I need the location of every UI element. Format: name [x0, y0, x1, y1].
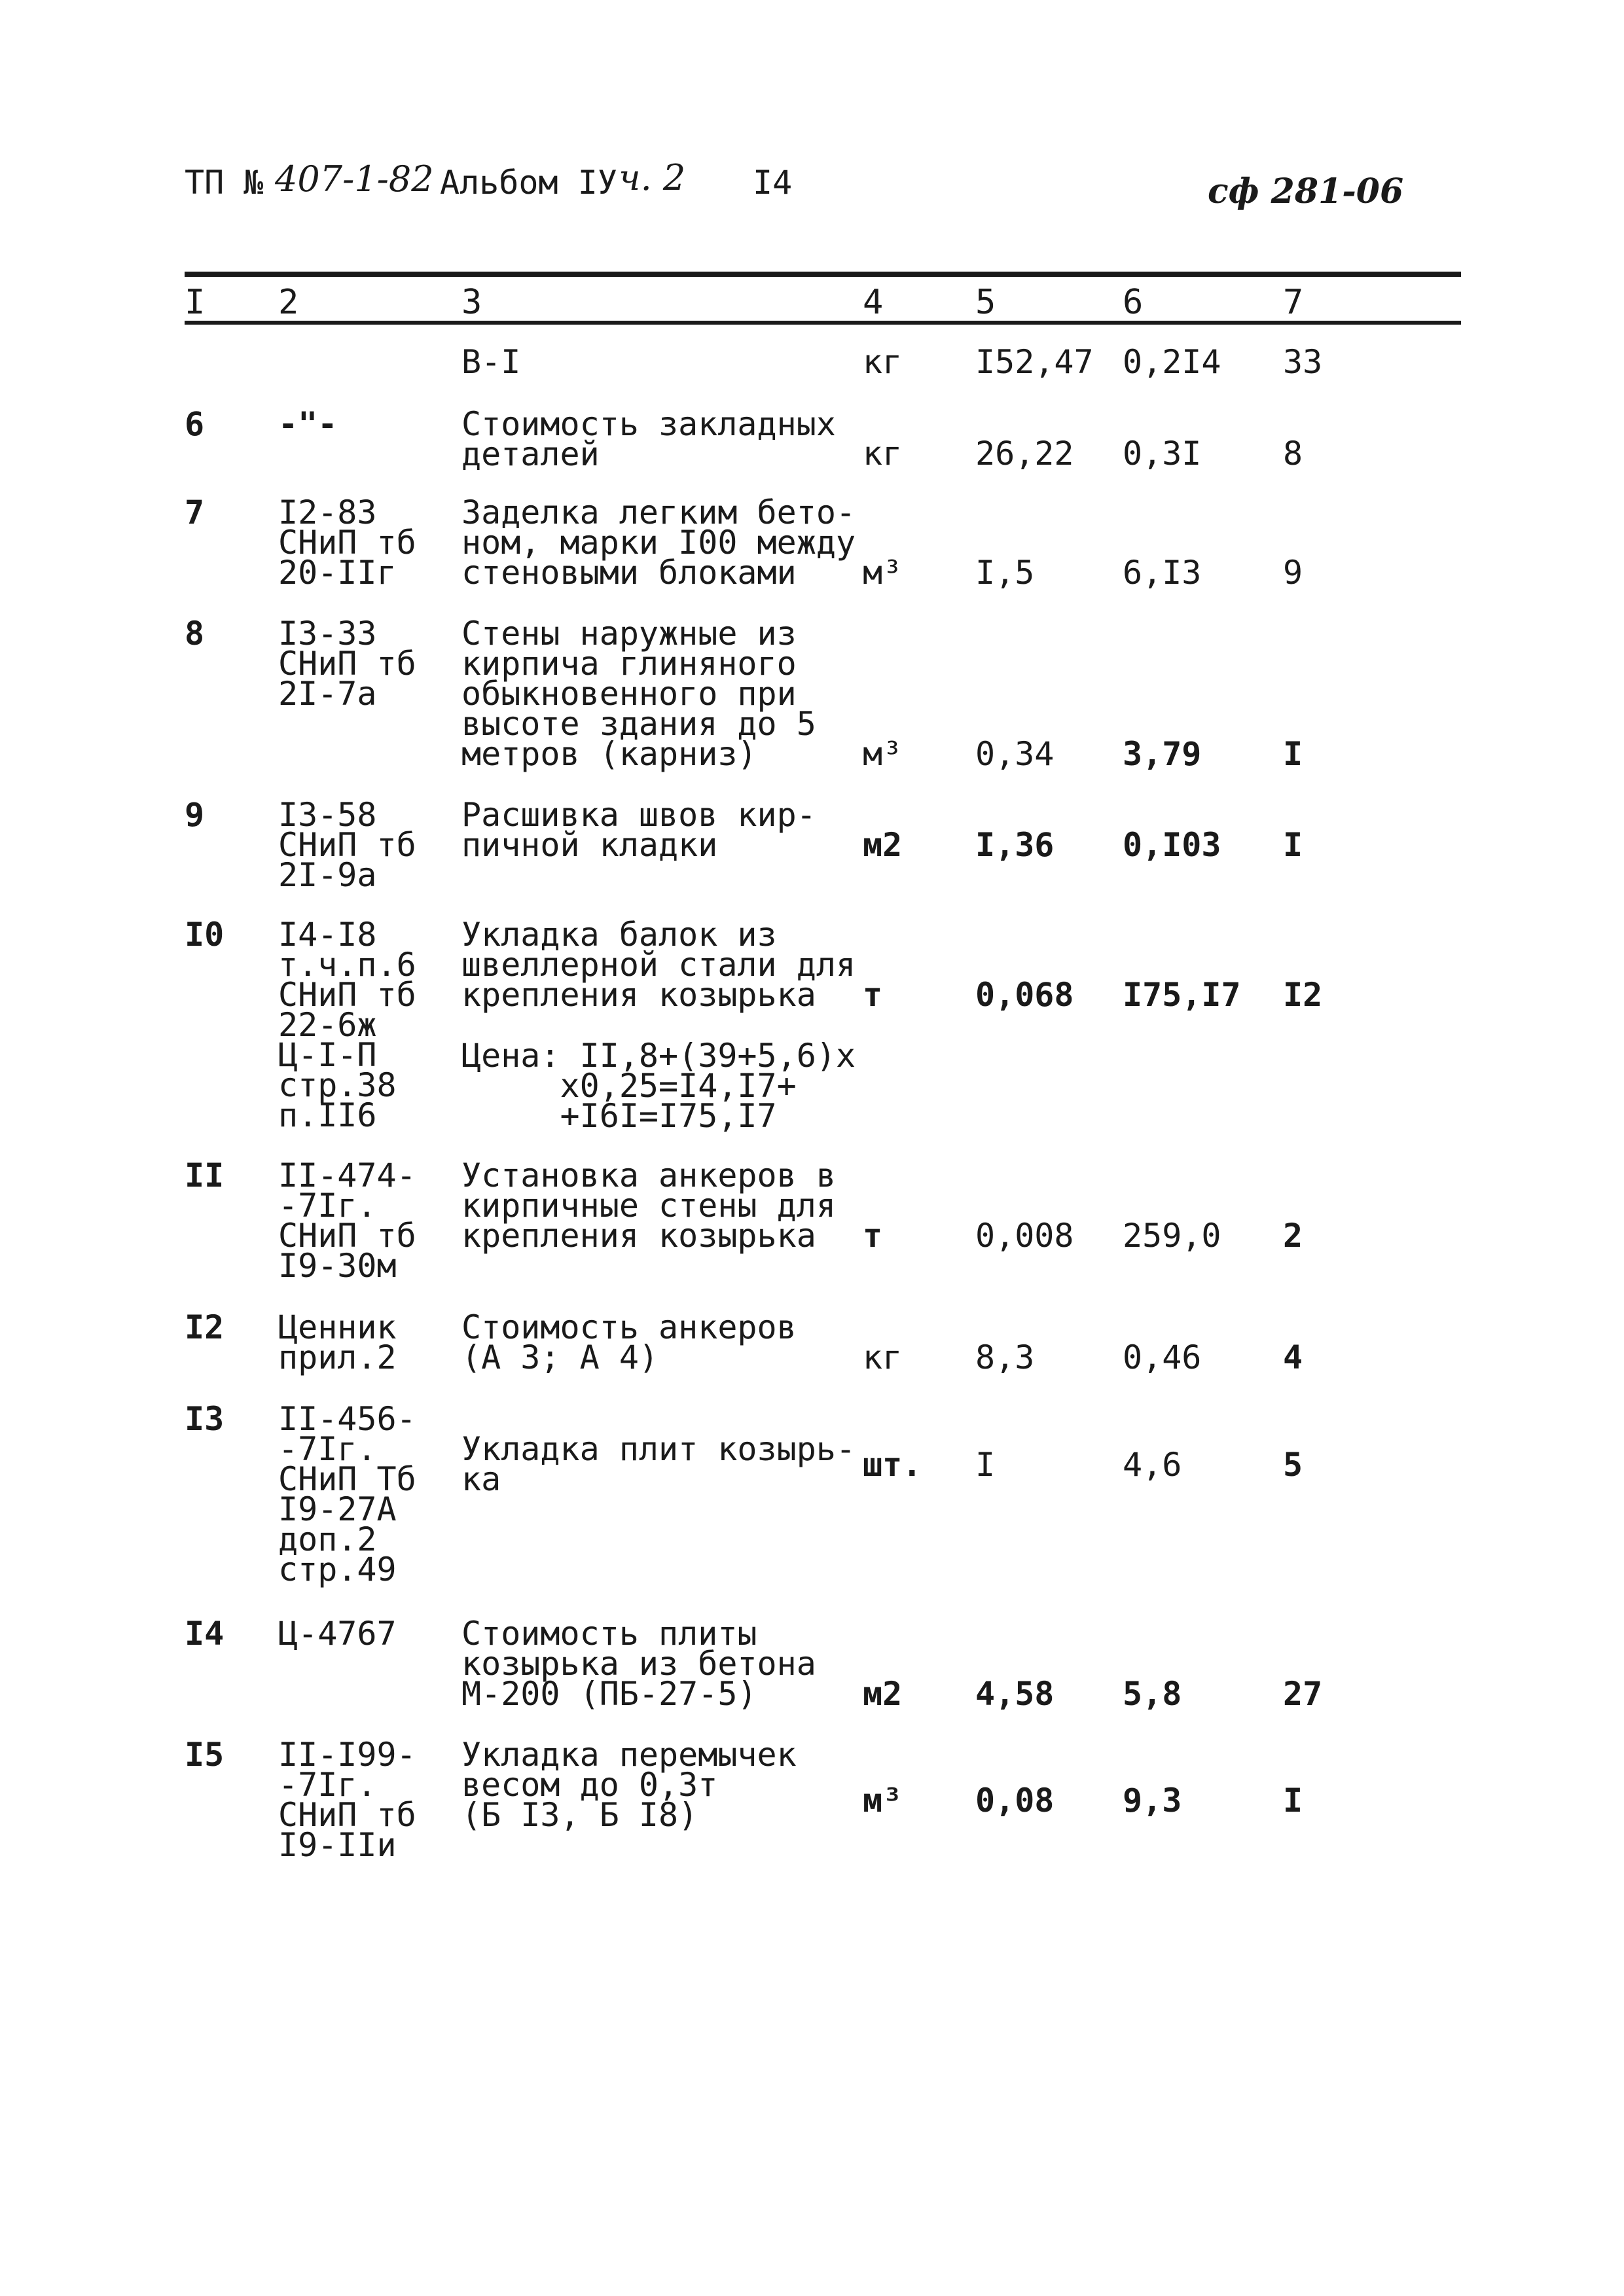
item-number: I5 [185, 1736, 225, 1774]
item-number: 9 [185, 796, 205, 834]
document-code: сф 281-06 [1208, 171, 1404, 211]
work-name: Стоимость плиты козырька из бетона М-200 (ПБ-27-5) [461, 1615, 816, 1713]
norm-reference: II-474- -7Iг. СНиП тб I9-30м [278, 1157, 416, 1285]
item-number: 7 [185, 493, 205, 531]
unit: т [863, 1217, 883, 1255]
header-rule [185, 321, 1461, 325]
item-number: II [185, 1157, 225, 1194]
top-rule [185, 272, 1461, 277]
work-name: Укладка перемычек весом до 0,3т (Б I3, Б I8) [461, 1736, 797, 1834]
item-number: 6 [185, 405, 205, 443]
norm-reference: I3-58 СНиП тб 2I-9а [278, 796, 416, 894]
column-number-6: 6 [1123, 283, 1144, 322]
quantity: I,36 [975, 826, 1055, 864]
quantity: 0,34 [975, 735, 1055, 773]
total: 5 [1283, 1446, 1303, 1484]
total: 33 [1283, 343, 1323, 381]
unit-price: 9,3 [1123, 1782, 1182, 1820]
quantity: 0,068 [975, 976, 1074, 1014]
norm-reference: II-I99- -7Iг. СНиП тб I9-IIи [278, 1736, 416, 1864]
norm-reference: Ценник прил.2 [278, 1308, 397, 1376]
norm-reference: II-456- -7Iг. СНиП Тб I9-27А доп.2 стр.49 [278, 1400, 416, 1588]
quantity: I,5 [975, 554, 1035, 592]
total: 4 [1283, 1338, 1303, 1376]
quantity: 8,3 [975, 1338, 1035, 1376]
total: I [1283, 826, 1303, 864]
column-number-2: 2 [278, 283, 299, 322]
unit: м2 [863, 1675, 903, 1713]
total: I2 [1283, 976, 1323, 1014]
total: 8 [1283, 435, 1303, 473]
unit-price: 4,6 [1123, 1446, 1182, 1484]
unit-price: 6,I3 [1123, 554, 1202, 592]
unit: кг [863, 343, 903, 381]
unit-price: 3,79 [1123, 735, 1202, 773]
item-number: I2 [185, 1308, 225, 1346]
column-number-1: I [185, 283, 206, 322]
work-name: Стоимость закладных деталей [461, 405, 836, 473]
work-name: Установка анкеров в кирпичные стены для крепления козырька [461, 1157, 836, 1255]
column-number-5: 5 [975, 283, 996, 322]
unit: м2 [863, 826, 903, 864]
quantity: 0,08 [975, 1782, 1055, 1820]
project-number: 407-1-82 [275, 158, 434, 200]
item-number: 8 [185, 615, 205, 653]
work-name: Укладка балок из швеллерной стали для крепления козырька [461, 916, 856, 1014]
quantity: I [975, 1446, 996, 1484]
total: I [1283, 735, 1303, 773]
total: 2 [1283, 1217, 1303, 1255]
unit: кг [863, 435, 903, 473]
item-number: I4 [185, 1615, 225, 1653]
quantity: 4,58 [975, 1675, 1055, 1713]
norm-reference: I3-33 СНиП тб 2I-7а [278, 615, 416, 713]
norm-reference: -"- [278, 405, 338, 443]
norm-reference: Ц-4767 [278, 1615, 397, 1653]
total: 9 [1283, 554, 1303, 592]
work-name: Расшивка швов кир- пичной кладки [461, 796, 816, 864]
unit-price: 259,0 [1123, 1217, 1221, 1255]
work-name: В-I [461, 343, 521, 381]
unit: т [863, 976, 883, 1014]
part-label: ч. 2 [619, 157, 686, 198]
unit-price: 0,46 [1123, 1338, 1202, 1376]
unit: м³ [863, 554, 903, 592]
work-name: Заделка легким бето- ном, марки I00 между стеновыми блоками [461, 493, 856, 592]
column-number-3: 3 [461, 283, 482, 322]
column-number-4: 4 [863, 283, 884, 322]
unit-price: 5,8 [1123, 1675, 1182, 1713]
work-name: Укладка плит козырь- ка [461, 1430, 856, 1498]
unit: кг [863, 1338, 903, 1376]
work-name: Стены наружные из кирпича глиняного обыкновенного при высоте здания до 5 метров (карниз) [461, 615, 816, 773]
norm-reference: I4-I8 т.ч.п.6 СНиП тб 22-6ж Ц-I-П стр.38 п.II6 [278, 916, 416, 1134]
album-label: Альбом IУ [440, 164, 617, 202]
unit: м³ [863, 735, 903, 773]
price-calculation-note: Цена: II,8+(39+5,6)х х0,25=I4,I7+ +I6I=I75,I7 [461, 1037, 856, 1135]
unit: м³ [863, 1782, 903, 1820]
unit-price: 0,3I [1123, 435, 1202, 473]
total: 27 [1283, 1675, 1323, 1713]
column-number-7: 7 [1283, 283, 1304, 322]
work-name: Стоимость анкеров (А 3; А 4) [461, 1308, 797, 1376]
page-number: I4 [753, 164, 793, 202]
norm-reference: I2-83 СНиП тб 20-IIг [278, 493, 416, 592]
quantity: 26,22 [975, 435, 1074, 473]
quantity: 0,008 [975, 1217, 1074, 1255]
unit-price: 0,I03 [1123, 826, 1221, 864]
unit-price: 0,2I4 [1123, 343, 1221, 381]
unit-price: I75,I7 [1123, 976, 1241, 1014]
item-number: I3 [185, 1400, 225, 1438]
quantity: I52,47 [975, 343, 1094, 381]
doc-prefix: ТП № [185, 164, 264, 202]
total: I [1283, 1782, 1303, 1820]
unit: шт. [863, 1446, 922, 1484]
item-number: I0 [185, 916, 225, 954]
